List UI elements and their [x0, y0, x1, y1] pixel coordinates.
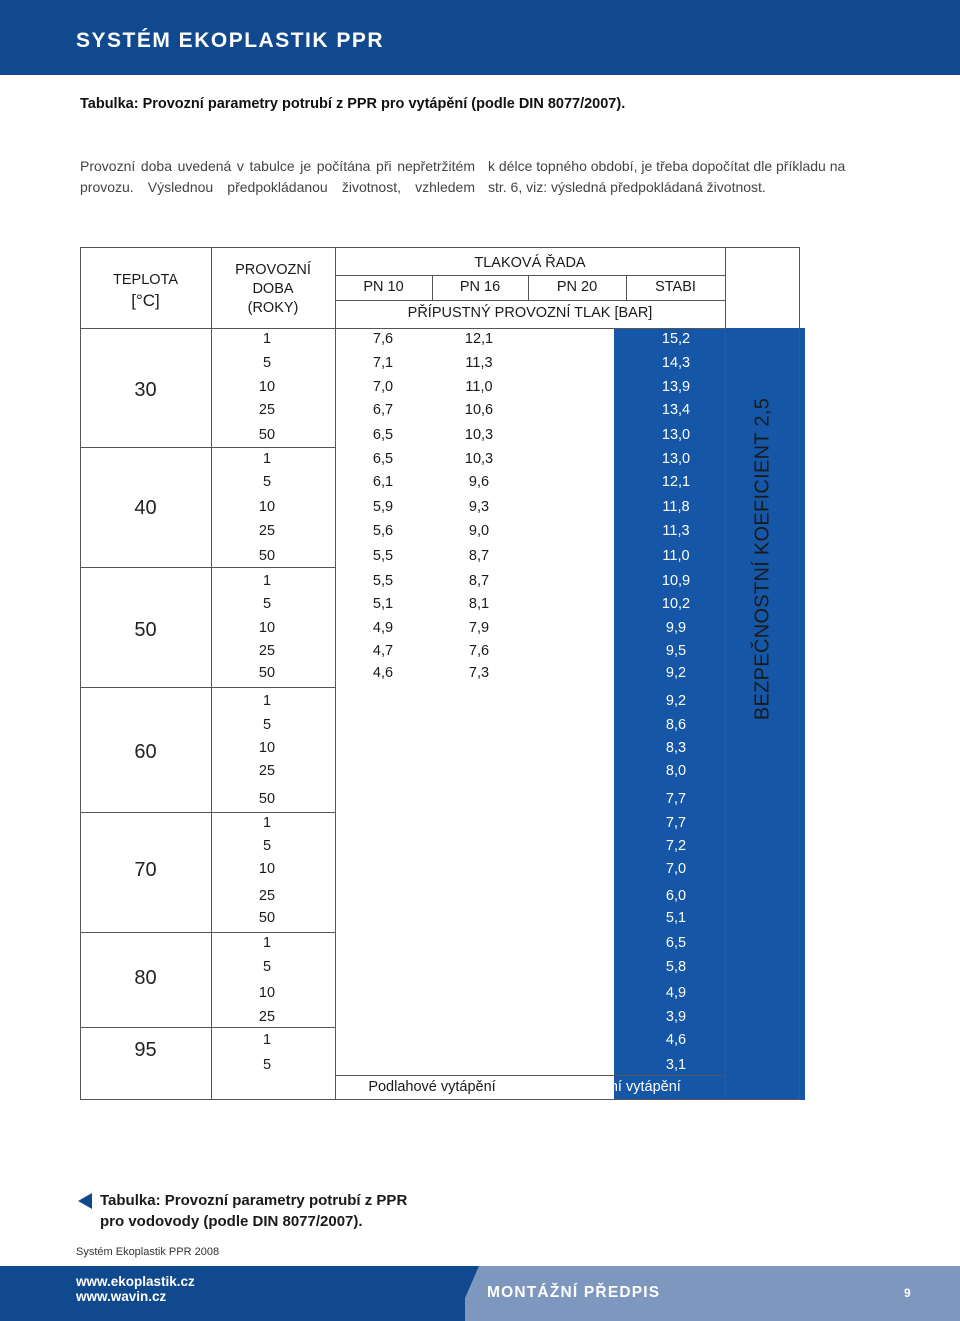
cell-pn10	[340, 1055, 426, 1075]
cell-years: 5	[262, 717, 272, 733]
cell-pn16: 7,6	[468, 643, 490, 659]
footer-diagonal	[455, 1266, 479, 1321]
cell-pn16: 7,9	[468, 620, 490, 636]
cell-pn10: 7,1	[372, 355, 394, 371]
col-doba-line3: (ROKY)	[247, 300, 299, 316]
cell-pn16	[436, 908, 522, 928]
cell-stabi: 13,0	[661, 427, 691, 443]
cell-pn10	[340, 908, 426, 928]
cell-stabi: 3,1	[665, 1057, 687, 1073]
cell-stabi: 7,7	[665, 815, 687, 831]
table-border-bottom	[80, 1099, 800, 1100]
cell-stabi: 10,2	[661, 596, 691, 612]
cell-years: 50	[258, 791, 276, 807]
cell-pn10	[340, 761, 426, 781]
cell-pn20: 10,2	[562, 596, 592, 612]
cell-pn16	[436, 836, 522, 856]
cell-pn20: 13,0	[562, 427, 592, 443]
cell-pn16	[436, 789, 522, 809]
safety-coefficient-text: BEZPEČNOSTNÍ KOEFICIENT 2,5	[751, 397, 774, 721]
cell-years: 25	[258, 643, 276, 659]
pressure-table	[80, 247, 800, 1100]
cell-pn20: 3,9	[566, 1009, 588, 1025]
cell-pn20: 6,0	[566, 888, 588, 904]
table-border-top	[80, 247, 800, 248]
cell-years: 1	[262, 935, 272, 951]
footer-section-title: MONTÁŽNÍ PŘEDPIS	[487, 1284, 661, 1301]
cell-pn16: 8,7	[468, 548, 490, 564]
cell-pn16	[436, 886, 522, 906]
cell-pn16: 10,6	[464, 402, 494, 418]
stabi-header: STABI	[655, 279, 696, 295]
cell-stabi: 9,9	[665, 620, 687, 636]
caption-arrow-icon	[78, 1193, 92, 1209]
intro-right-line1: k délce topného období, je třeba dopočítat dle příkladu na	[488, 158, 846, 174]
cell-pn20: 13,4	[562, 402, 592, 418]
cell-years: 25	[258, 402, 276, 418]
cell-pn16	[436, 983, 522, 1003]
temp-40: 40	[134, 497, 157, 519]
cell-pn10	[340, 1030, 426, 1050]
temp-95: 95	[134, 1039, 157, 1061]
cell-pn20: 14,3	[562, 355, 592, 371]
cell-pn20: 5,8	[566, 959, 588, 975]
cell-pn16: 9,3	[468, 499, 490, 515]
group-sep-80	[80, 1027, 335, 1028]
cell-pn16	[436, 1030, 522, 1050]
cell-pn10: 7,6	[372, 331, 394, 347]
cell-stabi: 4,6	[665, 1032, 687, 1048]
cell-stabi: 15,2	[661, 331, 691, 347]
cell-pn20: 11,3	[563, 523, 591, 539]
cell-years: 10	[258, 499, 276, 515]
cell-pn16: 10,3	[464, 451, 494, 467]
cell-pn16	[436, 933, 522, 953]
cell-pn16: 10,3	[464, 427, 494, 443]
footer-ostatni: Ostatní vytápění	[575, 1079, 681, 1095]
cell-pn20: 10,9	[562, 573, 592, 589]
tlakova-rada: TLAKOVÁ ŘADA	[474, 255, 586, 271]
bottom-caption-line1: Tabulka: Provozní parametry potrubí z PPR	[100, 1192, 408, 1209]
temp-60: 60	[134, 741, 157, 763]
cell-pn16: 11,0	[465, 379, 493, 395]
cell-pn20: 7,0	[566, 861, 588, 877]
cell-years: 25	[258, 888, 276, 904]
cell-pn20: 9,5	[566, 643, 588, 659]
cell-pn10: 6,5	[372, 451, 394, 467]
cell-years: 1	[262, 451, 272, 467]
cell-stabi: 9,2	[665, 693, 687, 709]
cell-pn16: 9,0	[468, 523, 490, 539]
intro-right-line2: str. 6, viz: výsledná předpokládaná životnost.	[488, 179, 766, 195]
cell-pn10: 4,9	[372, 620, 394, 636]
cell-pn16: 11,3	[465, 355, 493, 371]
cell-stabi: 13,9	[661, 379, 691, 395]
cell-pn16: 7,3	[468, 665, 490, 681]
cell-pn10	[340, 715, 426, 735]
cell-stabi: 10,9	[661, 573, 691, 589]
pn10-header: PN 10	[363, 279, 404, 295]
cell-pn16	[436, 738, 522, 758]
cell-stabi: 12,1	[661, 474, 691, 490]
cell-pn20: 11,0	[563, 548, 591, 564]
temp-70: 70	[134, 859, 157, 881]
cell-pn20: 3,1	[566, 1057, 588, 1073]
temp-30: 30	[134, 379, 157, 401]
cell-stabi: 8,3	[665, 740, 687, 756]
cell-pn20: 13,0	[562, 451, 592, 467]
cell-years: 10	[258, 985, 276, 1001]
tlak-divider	[335, 275, 725, 276]
col-temp-line1: TEPLOTA	[113, 272, 178, 288]
cell-pn10	[340, 789, 426, 809]
cell-pn10: 4,7	[372, 643, 394, 659]
cell-stabi: 5,8	[665, 959, 687, 975]
cell-pn20: 4,9	[566, 985, 588, 1001]
divider-safety	[725, 247, 726, 1100]
cell-pn16	[436, 691, 522, 711]
cell-stabi: 7,7	[665, 791, 687, 807]
cell-pn20: 12,1	[562, 474, 592, 490]
cell-stabi: 11,8	[662, 499, 690, 515]
cell-years: 10	[258, 740, 276, 756]
cell-stabi: 11,0	[662, 548, 690, 564]
cell-pn10: 5,5	[372, 548, 394, 564]
cell-years: 10	[258, 620, 276, 636]
cell-pn10	[340, 738, 426, 758]
divider-temp	[211, 247, 212, 1100]
pripustny-tlak: PŘÍPUSTNÝ PROVOZNÍ TLAK [BAR]	[407, 305, 653, 321]
cell-pn10	[340, 1007, 426, 1027]
cell-years: 10	[258, 861, 276, 877]
cell-years: 1	[262, 573, 272, 589]
group-sep-40	[80, 567, 335, 568]
cell-pn16	[436, 1007, 522, 1027]
cell-pn10: 6,5	[372, 427, 394, 443]
cell-stabi: 11,3	[662, 523, 690, 539]
col-doba-line1: PROVOZNÍ	[235, 262, 311, 278]
cell-pn10	[340, 813, 426, 833]
table-caption: Tabulka: Provozní parametry potrubí z PPR pro vytápění (podle DIN 8077/2007).	[80, 96, 626, 112]
cell-pn20: 7,7	[566, 791, 588, 807]
group-sep-30	[80, 447, 335, 448]
pn16-header: PN 16	[459, 279, 501, 295]
cell-pn20: 8,0	[566, 763, 588, 779]
group-sep-50	[80, 687, 335, 688]
cell-years: 5	[262, 355, 272, 371]
cell-pn10	[340, 933, 426, 953]
cell-stabi: 13,4	[661, 402, 691, 418]
cell-years: 25	[258, 763, 276, 779]
header-title: SYSTÉM EKOPLASTIK PPR	[76, 29, 385, 52]
cell-pn20: 13,9	[562, 379, 592, 395]
footer-podlahove: Podlahové vytápění	[368, 1079, 496, 1095]
cell-pn10: 5,1	[372, 596, 394, 612]
cell-stabi: 9,5	[665, 643, 687, 659]
temp-50: 50	[134, 619, 157, 641]
cell-pn20: 11,8	[563, 499, 591, 515]
cell-stabi: 4,9	[665, 985, 687, 1001]
cell-pn16: 12,1	[464, 331, 494, 347]
intro-left-line2: provozu. Výslednou předpokládanou životnost, vzhledem	[80, 179, 475, 195]
cell-pn20: 6,5	[566, 935, 588, 951]
cell-pn10	[340, 886, 426, 906]
cell-years: 25	[258, 523, 276, 539]
cell-pn10: 7,0	[372, 379, 394, 395]
cell-stabi: 6,5	[665, 935, 687, 951]
pn-divider	[335, 300, 725, 301]
bottom-caption-line2: pro vodovody (podle DIN 8077/2007).	[100, 1213, 363, 1230]
cell-pn20: 9,2	[566, 693, 588, 709]
cell-pn20: 9,9	[566, 620, 588, 636]
cell-years: 50	[258, 427, 276, 443]
cell-pn16: 8,1	[468, 596, 490, 612]
cell-pn10	[340, 859, 426, 879]
cell-years: 5	[262, 474, 272, 490]
link-ekoplastik[interactable]: www.ekoplastik.cz	[76, 1274, 195, 1289]
bottom-caption	[100, 1190, 407, 1232]
cell-stabi: 5,1	[665, 910, 687, 926]
link-wavin[interactable]: www.wavin.cz	[76, 1289, 167, 1304]
cell-pn20: 5,1	[566, 910, 588, 926]
col-temp-line2: [°C]	[131, 291, 160, 310]
col-doba-line2: DOBA	[252, 281, 294, 297]
intro-left-line1: Provozní doba uvedená v tabulce je počítána při nepřetržitém	[80, 158, 475, 174]
pn20-header: PN 20	[556, 279, 598, 295]
cell-years: 5	[262, 596, 272, 612]
cell-pn16: 9,6	[468, 474, 490, 490]
cell-pn16	[436, 715, 522, 735]
cell-years: 1	[262, 331, 272, 347]
cell-pn10: 5,6	[372, 523, 394, 539]
cell-pn10	[340, 957, 426, 977]
cell-pn16	[436, 813, 522, 833]
cell-years: 25	[258, 1009, 276, 1025]
cell-years: 10	[258, 379, 276, 395]
cell-pn10: 6,1	[372, 474, 394, 490]
cell-years: 5	[262, 838, 272, 854]
cell-pn10: 5,9	[372, 499, 394, 515]
cell-pn16	[436, 1055, 522, 1075]
cell-pn10: 4,6	[372, 665, 394, 681]
temp-80: 80	[134, 967, 157, 989]
cell-pn20: 8,6	[566, 717, 588, 733]
cell-pn10: 6,7	[372, 402, 394, 418]
cell-pn20: 7,2	[566, 838, 588, 854]
cell-stabi: 8,6	[665, 717, 687, 733]
brand-small: Systém Ekoplastik PPR 2008	[76, 1246, 220, 1258]
cell-years: 50	[258, 910, 276, 926]
divider-doba	[335, 247, 336, 1100]
cell-years: 50	[258, 548, 276, 564]
cell-pn20: 15,2	[562, 331, 592, 347]
cell-pn20: 7,7	[566, 815, 588, 831]
cell-pn20: 4,6	[566, 1032, 588, 1048]
cell-stabi: 6,0	[665, 888, 687, 904]
cell-years: 5	[262, 959, 272, 975]
cell-stabi: 13,0	[661, 451, 691, 467]
cell-pn16: 8,7	[468, 573, 490, 589]
cell-stabi: 8,0	[665, 763, 687, 779]
cell-years: 1	[262, 815, 272, 831]
cell-years: 1	[262, 1032, 272, 1048]
cell-pn16	[436, 761, 522, 781]
page-number: 9	[904, 1286, 911, 1300]
footer-sep	[335, 1075, 725, 1076]
cell-pn16	[436, 859, 522, 879]
cell-pn20: 8,3	[566, 740, 588, 756]
cell-years: 50	[258, 665, 276, 681]
cell-pn10	[340, 691, 426, 711]
cell-pn20: 9,2	[566, 665, 588, 681]
cell-years: 1	[262, 693, 272, 709]
cell-pn10: 5,5	[372, 573, 394, 589]
table-border-right	[799, 247, 800, 1100]
cell-stabi: 7,2	[665, 838, 687, 854]
cell-stabi: 9,2	[665, 665, 687, 681]
footer-left-band	[0, 1266, 465, 1321]
cell-pn16	[436, 957, 522, 977]
cell-pn10	[340, 836, 426, 856]
intro-right-column	[488, 156, 888, 198]
cell-stabi: 14,3	[661, 355, 691, 371]
footer-links	[76, 1274, 195, 1304]
cell-stabi: 3,9	[665, 1009, 687, 1025]
cell-years: 5	[262, 1057, 272, 1073]
intro-left-column	[80, 156, 475, 198]
cell-stabi: 7,0	[665, 861, 687, 877]
cell-pn10	[340, 983, 426, 1003]
